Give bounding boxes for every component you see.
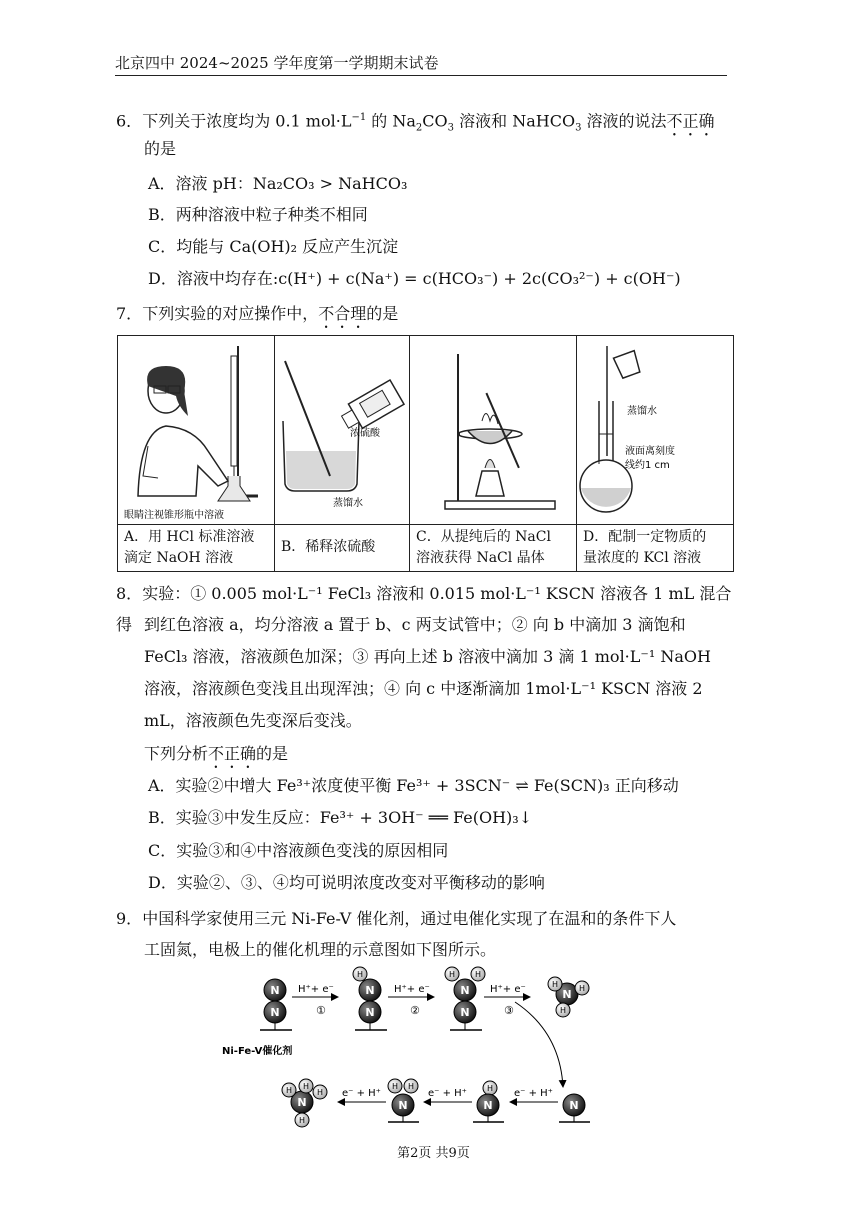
h-atom: H	[578, 984, 586, 993]
h-atom: H	[316, 1088, 324, 1097]
q6-option-c: C．均能与 Ca(OH)₂ 反应产生沉淀	[148, 237, 399, 256]
reagent-label: H⁺+ e⁻	[490, 984, 526, 995]
stem-text: 下列关于浓度均为 0.1 mol·L	[142, 111, 352, 131]
volumetric-figure	[577, 336, 733, 524]
h-atom: H	[298, 1116, 306, 1125]
step-label: ①	[316, 1004, 326, 1017]
n-atom: N	[569, 1099, 579, 1112]
page-number: 第2页 共9页	[397, 1146, 470, 1161]
figure-label: 液面离刻度	[625, 446, 675, 457]
caption-line: C．从提纯后的 NaCl	[416, 529, 551, 545]
stem-sup: −1	[351, 112, 367, 123]
figure-label: 线约1 cm	[625, 460, 670, 471]
page-footer	[0, 1142, 867, 1161]
q9-line2: 工固氮，电极上的催化机理的示意图如下图所示。	[144, 940, 497, 959]
reagent-label: e⁻ + H⁺	[428, 1088, 467, 1099]
n-atom: N	[365, 1006, 375, 1019]
question-number: 9．	[116, 909, 143, 928]
mechanism-diagram	[220, 962, 640, 1137]
q8-option-a: A．实验②中增大 Fe³⁺浓度使平衡 Fe³⁺ + 3SCN⁻ ⇌ Fe(SCN)₃ 正向移动	[148, 776, 679, 795]
dilution-figure	[275, 336, 409, 524]
caption-line: A．用 HCl 标准溶液	[124, 529, 255, 545]
stem-text: 的是	[256, 744, 289, 763]
caption-d	[577, 525, 733, 571]
q8-line3: FeCl₃ 溶液，溶液颜色加深；③ 再向上述 b 溶液中滴加 3 滴 1 mol·L⁻¹ NaOH	[144, 647, 711, 666]
q8-line4: 溶液，溶液颜色变浅且出现浑浊；④ 向 c 中逐渐滴加 1mol·L⁻¹ KSCN 溶液 2	[144, 679, 703, 698]
figure-label: 蒸馏水	[333, 498, 363, 509]
figure-label: 眼睛注视锥形瓶中溶液	[124, 510, 224, 521]
step-label: ③	[504, 1004, 514, 1017]
question-number: 8．	[116, 584, 143, 603]
q8-option-d: D．实验②、③、④均可说明浓度改变对平衡移动的影响	[148, 873, 545, 892]
page-header	[115, 52, 727, 76]
n-atom: N	[270, 1006, 280, 1019]
caption-line: D．配制一定物质的	[583, 529, 707, 545]
stem-text: 溶液的说法	[581, 111, 667, 131]
titration-figure	[118, 336, 274, 524]
emphasis-text: 不正确	[208, 744, 257, 763]
caption-a	[118, 525, 274, 571]
h-atom: H	[407, 1082, 415, 1091]
stem-text: CO	[422, 111, 448, 131]
figure-label: 蒸馏水	[627, 406, 657, 417]
n-atom: N	[562, 988, 572, 1001]
n-atom: N	[297, 1096, 307, 1109]
reagent-label: e⁻ + H⁺	[514, 1088, 553, 1099]
n-atom: N	[365, 984, 375, 997]
figure-label: 浓硫酸	[350, 428, 380, 439]
stem-text: 溶液和 NaHCO	[454, 111, 576, 131]
question-7	[116, 298, 736, 332]
step-label: ②	[410, 1004, 420, 1017]
catalyst-label: Ni-Fe-V催化剂	[222, 1046, 293, 1057]
emphasis-text: 不正确	[666, 111, 715, 131]
h-atom: H	[559, 1006, 567, 1015]
q6-option-d: D．溶液中均存在:c(H⁺) + c(Na⁺) = c(HCO₃⁻) + 2c(CO₃²⁻) + c(OH⁻)	[148, 269, 681, 288]
reagent-label: e⁻ + H⁺	[342, 1088, 381, 1099]
caption-c	[410, 525, 576, 571]
reagent-label: H⁺+ e⁻	[298, 984, 334, 995]
caption-line: 溶液获得 NaCl 晶体	[416, 550, 545, 566]
stem-text: 下列实验的对应操作中，	[142, 304, 319, 323]
q6-option-a: A．溶液 pH：Na₂CO₃ > NaHCO₃	[148, 174, 408, 193]
header-title: 北京四中 2024~2025 学年度第一学期期末试卷	[115, 54, 439, 72]
stem-text: 实验：① 0.005 mol·L⁻¹ FeCl₃ 溶液和 0.015 mol·L⁻¹ KSCN 溶液各 1 mL 混合得	[116, 584, 732, 634]
n-atom: N	[460, 984, 470, 997]
emphasis-text: 不合理	[318, 304, 367, 323]
caption-line: 量浓度的 KCl 溶液	[583, 550, 702, 566]
n-atom: N	[270, 984, 280, 997]
caption-line: 滴定 NaOH 溶液	[124, 550, 234, 566]
experiment-table	[117, 335, 734, 572]
h-atom: H	[551, 980, 559, 989]
n-atom: N	[398, 1099, 408, 1112]
stem-line2: 的是	[144, 139, 177, 158]
h-atom: H	[448, 970, 456, 979]
stem-text: 下列分析	[144, 744, 209, 763]
stem-text: 的 Na	[366, 111, 416, 131]
h-atom: H	[474, 970, 482, 979]
q6-option-b: B．两种溶液中粒子种类不相同	[148, 205, 368, 224]
h-atom: H	[285, 1086, 293, 1095]
q8-line2: 到红色溶液 a，均分溶液 a 置于 b、c 两支试管中；② 向 b 中滴加 3 滴饱和	[144, 615, 686, 634]
question-number: 6．	[116, 111, 143, 131]
q8-option-b: B．实验③中发生反应：Fe³⁺ + 3OH⁻ ══ Fe(OH)₃↓	[148, 808, 533, 827]
question-9	[116, 903, 736, 934]
h-atom: H	[356, 970, 364, 979]
question-6: 6．下列关于浓度均为 0.1 $mol\cdot L^{-1}$ 的 $Na_2CO_3$ 溶液和 NaHCO$_3$ 溶液的说法不正确	[116, 111, 715, 134]
evaporation-figure	[410, 336, 576, 524]
question-number: 7．	[116, 304, 143, 323]
stem-text: 的是	[366, 304, 399, 323]
h-atom: H	[486, 1084, 494, 1093]
caption-b	[275, 525, 409, 571]
q8-line5: mL，溶液颜色先变深后变浅。	[144, 711, 362, 730]
q8-subquestion	[144, 738, 764, 772]
stem-text: 中国科学家使用三元 Ni-Fe-V 催化剂，通过电催化实现了在温和的条件下人	[142, 909, 677, 928]
q8-option-c: C．实验③和④中溶液颜色变浅的原因相同	[148, 841, 449, 860]
n-atom: N	[483, 1099, 493, 1112]
reagent-label: H⁺+ e⁻	[394, 984, 430, 995]
h-atom: H	[391, 1082, 399, 1091]
n-atom: N	[460, 1006, 470, 1019]
h-atom: H	[302, 1082, 310, 1091]
caption-line: B．稀释浓硫酸	[281, 539, 376, 555]
